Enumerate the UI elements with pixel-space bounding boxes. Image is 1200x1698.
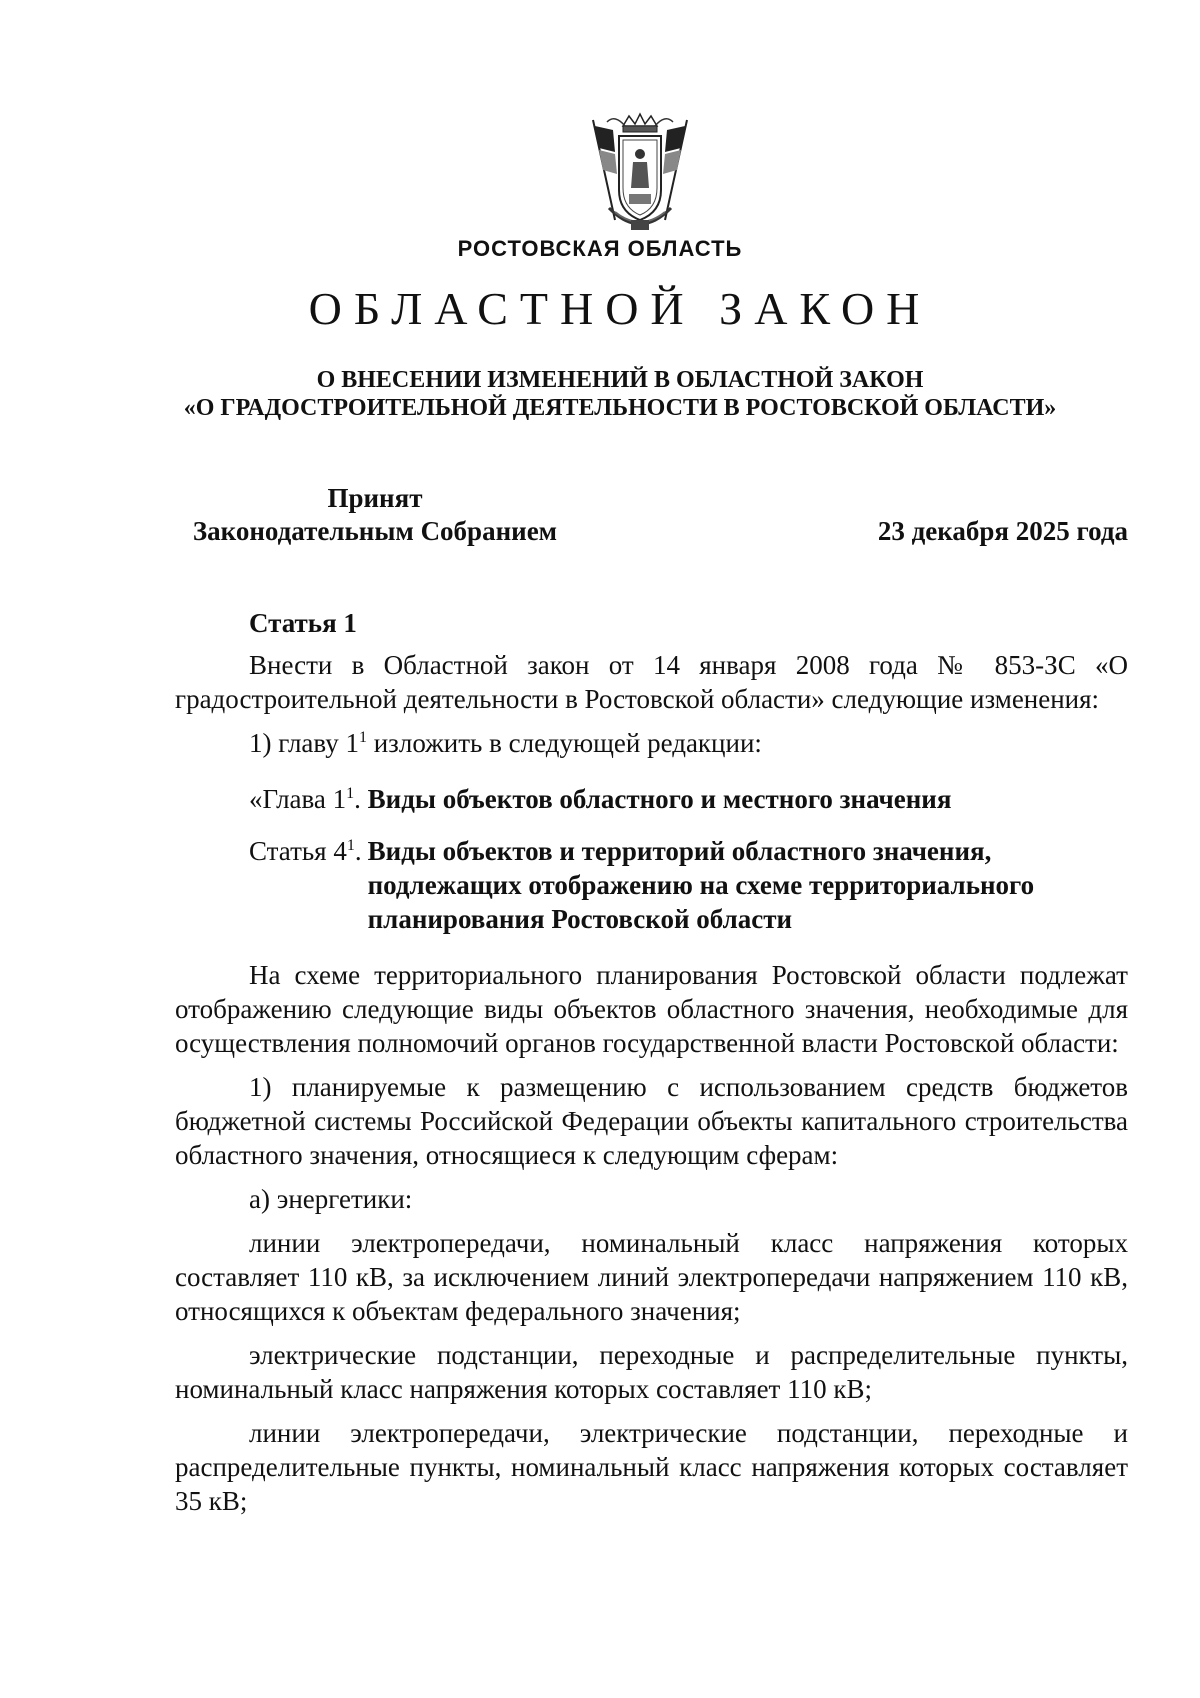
article-4-1-heading <box>175 834 1128 936</box>
coat-of-arms-icon <box>585 112 695 236</box>
adoption-date: 23 декабря 2025 года <box>877 516 1128 546</box>
article-4-1-title: Виды объектов и территорий областного значения, подлежащих отображению на схеме территориального планирования Ростовской области <box>367 836 1035 934</box>
article-4-1-label-post: . <box>354 836 362 866</box>
region-name: РОСТОВСКАЯ ОБЛАСТЬ <box>457 236 743 261</box>
adoption-line-2: Законодательным Собранием <box>192 516 558 546</box>
paragraph-5: электрические подстанции, переходные и распределительные пункты, номинальный класс напряжения которых составляет 110 кВ; <box>175 1340 1128 1404</box>
article-4-1-label <box>249 834 362 936</box>
chapter-heading <box>175 782 1128 816</box>
adoption-block <box>175 482 575 548</box>
adoption-line-1: Принят <box>327 483 423 513</box>
document-body <box>175 606 1128 1518</box>
chapter-label-post: . <box>354 784 368 814</box>
paragraph-4: линии электропередачи, номинальный класс напряжения которых составляет 110 кВ, за исключением линий электропередачи напряжением 110 кВ, относящихся к объектам федерального значения; <box>175 1228 1128 1326</box>
paragraph-6: линии электропередачи, электрические подстанции, переходные и распределительные пункты, номинальный класс напряжения которых составляет 35 кВ; <box>175 1418 1128 1516</box>
article-1-item-1 <box>175 726 1128 760</box>
law-title-line-1: О ВНЕСЕНИИ ИЗМЕНЕНИЙ В ОБЛАСТНОЙ ЗАКОН <box>316 367 924 393</box>
chapter-label-superscript: 1 <box>346 785 355 802</box>
chapter-title: Виды объектов областного и местного значения <box>367 784 952 814</box>
law-title-line-2: «О ГРАДОСТРОИТЕЛЬНОЙ ДЕЯТЕЛЬНОСТИ В РОСТОВСКОЙ ОБЛАСТИ» <box>183 395 1057 421</box>
paragraph-3: а) энергетики: <box>249 1184 413 1214</box>
chapter-label-pre: «Глава 1 <box>249 784 347 814</box>
article-4-1-label-pre: Статья 4 <box>249 836 347 866</box>
paragraph-1: На схеме территориального планирования Ростовской области подлежат отображению следующие виды объектов областного значения, необходимые для осуществления полномочий органов государственной власти Ростовской области: <box>175 960 1128 1058</box>
article-1-intro: Внести в Областной закон от 14 января 2008 года № 853-ЗС «О градостроительной деятельности в Ростовской области» следующие изменения: <box>175 650 1128 714</box>
law-type: ОБЛАСТНОЙ ЗАКОН <box>308 283 932 334</box>
item-1-text-post: изложить в следующей редакции: <box>366 728 762 758</box>
item-1-text-pre: 1) главу 1 <box>249 728 359 758</box>
article-1-heading: Статья 1 <box>249 608 357 638</box>
article-4-1-label-superscript: 1 <box>346 837 355 854</box>
item-1-superscript: 1 <box>358 729 367 746</box>
paragraph-2: 1) планируемые к размещению с использованием средств бюджетов бюджетной системы Российской Федерации объекты капитального строительства областного значения, относящиеся к следующим сферам: <box>175 1072 1128 1170</box>
law-title <box>0 366 1200 422</box>
